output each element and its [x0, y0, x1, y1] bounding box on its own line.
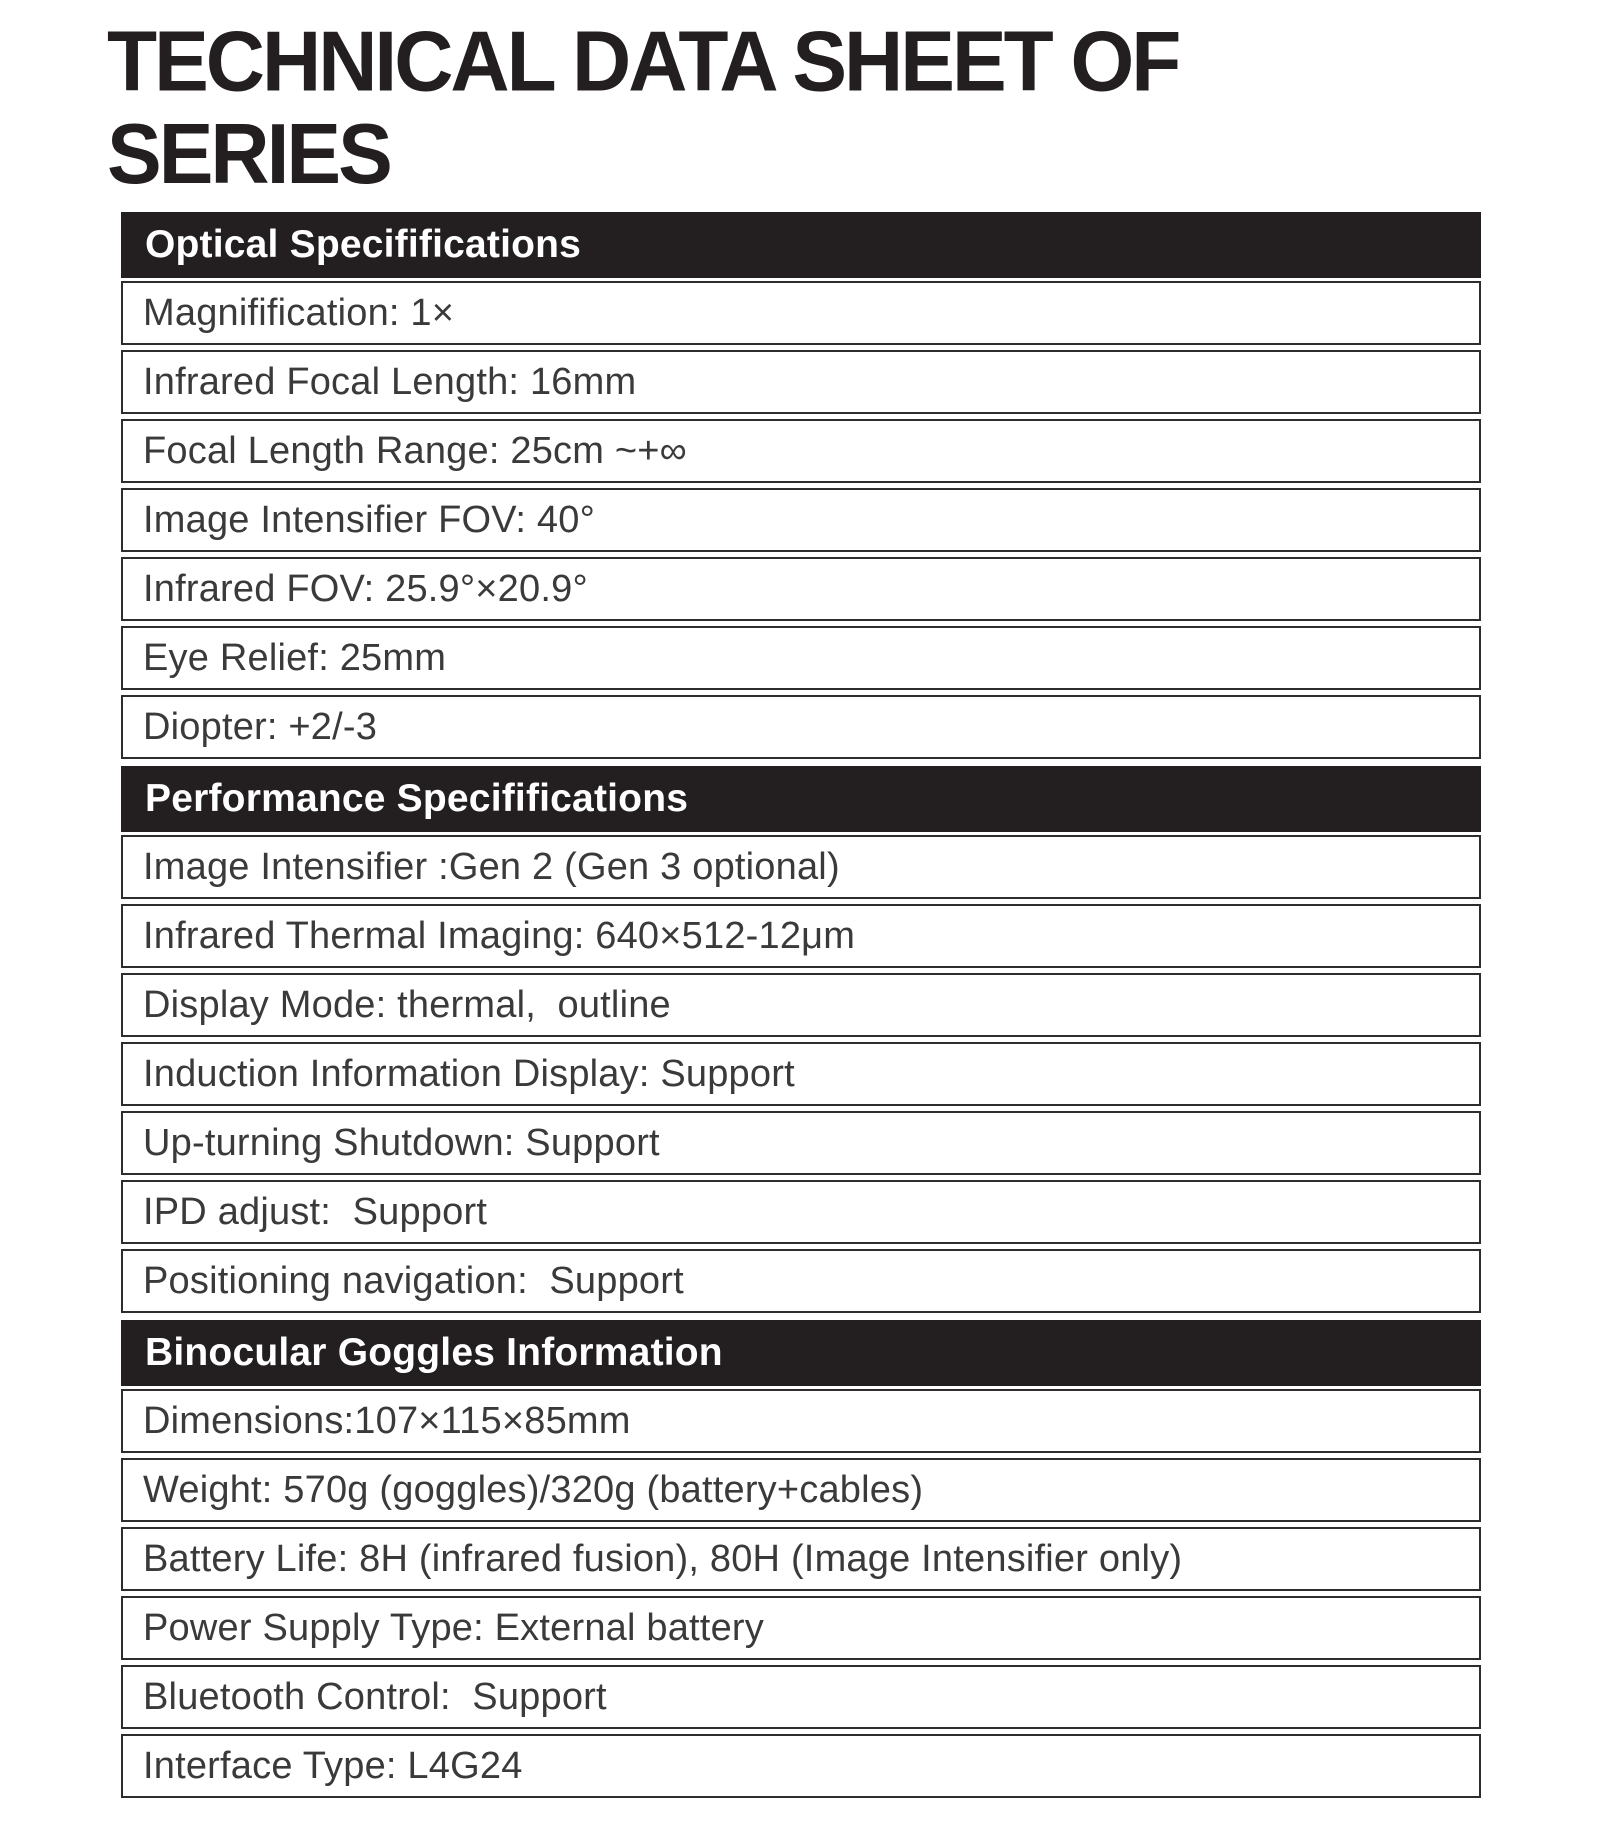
- spec-row-diopter: [121, 695, 1481, 759]
- spec-row-image-intensifier-fov: [121, 488, 1481, 552]
- spec-row-text: Positioning navigation: Support: [143, 1259, 684, 1302]
- spec-row-text: Power Supply Type: External battery: [143, 1606, 764, 1649]
- spec-row-power-supply-type: [121, 1596, 1481, 1660]
- page-title: [0, 0, 1603, 201]
- spec-row-text: Eye Relief: 25mm: [143, 636, 447, 679]
- section-title: Performance Specififications: [145, 777, 689, 820]
- section-header-performance: [121, 766, 1481, 832]
- spec-row-text: Up-turning Shutdown: Support: [143, 1121, 660, 1164]
- spec-row-image-intensifier: [121, 835, 1481, 899]
- page-title-line2: SERIES: [107, 106, 390, 202]
- spec-table: [121, 212, 1481, 1798]
- section-header-optical: [121, 212, 1481, 278]
- spec-row-text: Battery Life: 8H (infrared fusion), 80H (Image Intensifier only): [143, 1537, 1183, 1580]
- spec-row-text: Induction Information Display: Support: [143, 1052, 795, 1095]
- spec-row-text: Image Intensifier FOV: 40°: [143, 498, 595, 541]
- spec-row-ipd-adjust: [121, 1180, 1481, 1244]
- spec-row-text: Diopter: +2/-3: [143, 705, 378, 748]
- spec-row-text: Infrared Focal Length: 16mm: [143, 360, 637, 403]
- spec-row-text: Display Mode: thermal, outline: [143, 983, 671, 1026]
- section-title: Optical Specififications: [145, 223, 582, 266]
- spec-row-text: Bluetooth Control: Support: [143, 1675, 607, 1718]
- spec-row-text: IPD adjust: Support: [143, 1190, 488, 1233]
- spec-row-text: Dimensions:107×115×85mm: [143, 1399, 631, 1442]
- spec-row-text: Infrared FOV: 25.9°×20.9°: [143, 567, 588, 610]
- spec-row-up-turning-shutdown: [121, 1111, 1481, 1175]
- spec-row-text: Interface Type: L4G24: [143, 1744, 523, 1787]
- spec-row-bluetooth-control: [121, 1665, 1481, 1729]
- spec-row-eye-relief: [121, 626, 1481, 690]
- section-header-binocular-goggles: [121, 1320, 1481, 1386]
- spec-row-battery-life: [121, 1527, 1481, 1591]
- spec-row-text: Magnifification: 1×: [143, 291, 455, 334]
- spec-row-text: Infrared Thermal Imaging: 640×512-12μm: [143, 914, 856, 957]
- spec-row-focal-length-range: [121, 419, 1481, 483]
- spec-row-infrared-focal-length: [121, 350, 1481, 414]
- spec-row-interface-type: [121, 1734, 1481, 1798]
- spec-row-dimensions: [121, 1389, 1481, 1453]
- spec-row-weight: [121, 1458, 1481, 1522]
- spec-row-display-mode: [121, 973, 1481, 1037]
- spec-row-positioning-navigation: [121, 1249, 1481, 1313]
- spec-row-text: Weight: 570g (goggles)/320g (battery+cables): [143, 1468, 924, 1511]
- spec-row-text: Focal Length Range: 25cm ~+∞: [143, 429, 687, 472]
- spec-row-induction-information-display: [121, 1042, 1481, 1106]
- page-title-line1: TECHNICAL DATA SHEET OF: [107, 14, 1179, 110]
- spec-row-infrared-fov: [121, 557, 1481, 621]
- spec-row-infrared-thermal-imaging: [121, 904, 1481, 968]
- spec-row-magnification: [121, 281, 1481, 345]
- section-title: Binocular Goggles Information: [145, 1331, 723, 1374]
- spec-row-text: Image Intensifier :Gen 2 (Gen 3 optional): [143, 845, 840, 888]
